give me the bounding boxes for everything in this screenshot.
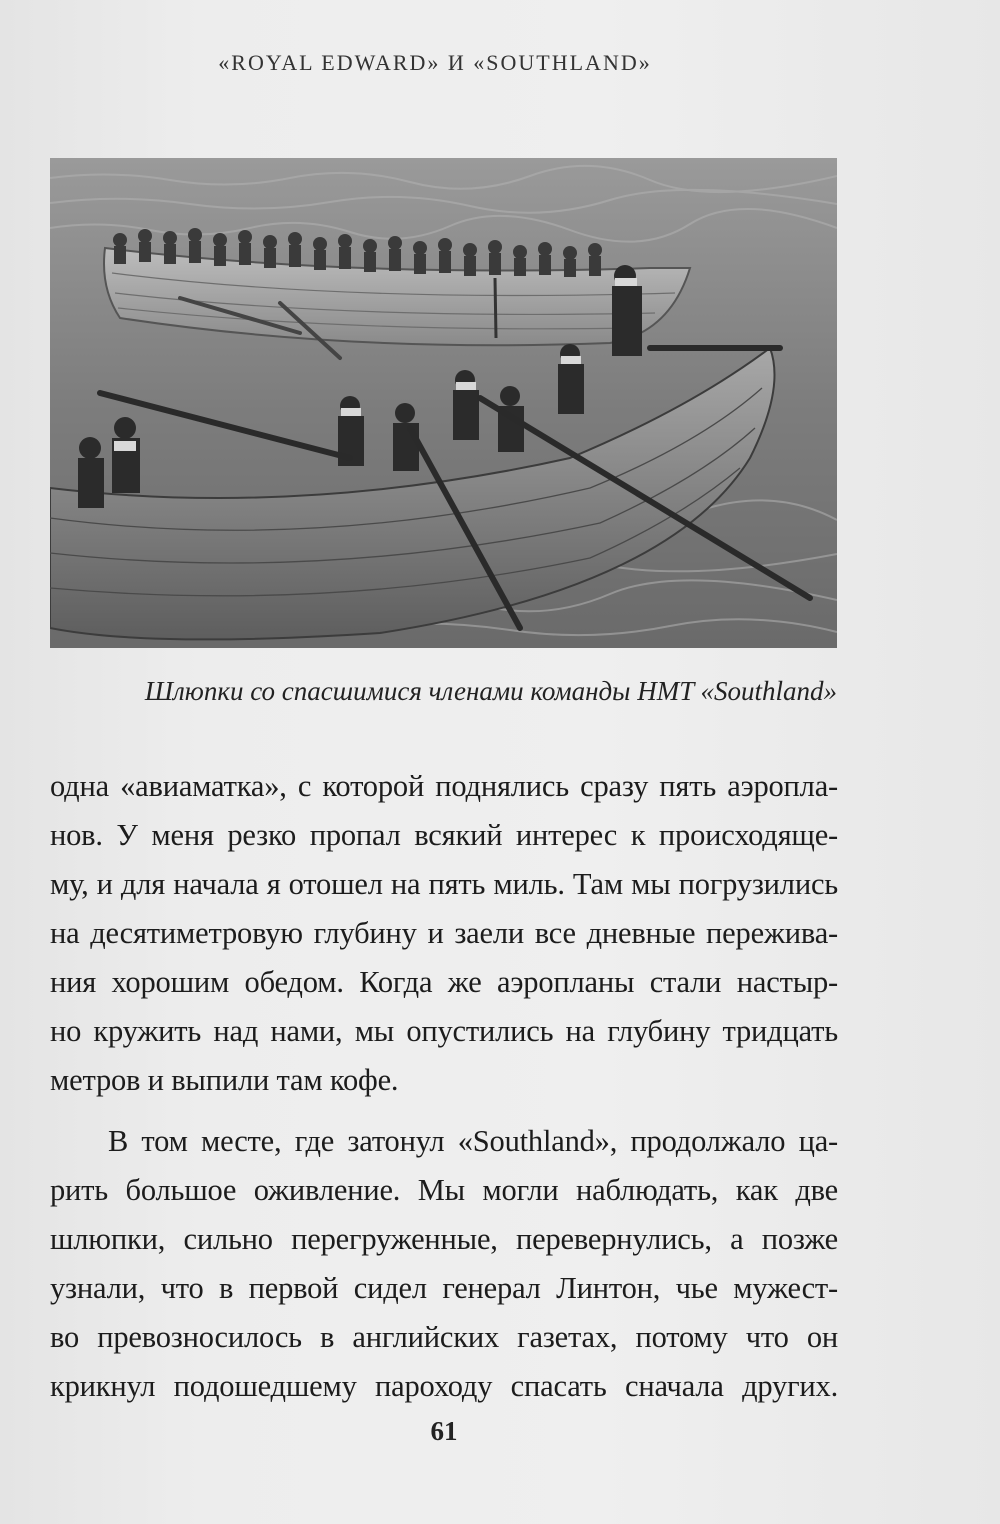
body-text [50, 762, 838, 1411]
figure-caption: Шлюпки со спасшимися членами команды HMT «Southland» [144, 676, 837, 706]
text-line: во превозносилось в английских газетах, потому что он [50, 1320, 838, 1354]
text-line: рить большое оживление. Мы могли наблюдать, как две [50, 1173, 838, 1207]
text-line: нов. У меня резко пропал всякий интерес к происходяще- [50, 818, 838, 852]
photo-lifeboats [50, 158, 837, 648]
text-line: но кружить над нами, мы опустились на глубину тридцать [50, 1014, 838, 1048]
text-line: одна «авиаматка», с которой поднялись сразу пять аэропла- [50, 769, 838, 803]
text-line: му, и для начала я отошел на пять миль. Там мы погрузились [50, 867, 838, 901]
running-head: «ROYAL EDWARD» И «SOUTHLAND» [218, 50, 652, 75]
text-line: узнали, что в первой сидел генерал Линтон, чье мужест- [50, 1271, 838, 1305]
page-number: 61 [430, 1416, 458, 1446]
text-line: на десятиметровую глубину и заели все дневные пережива- [50, 916, 838, 950]
text-line: В том месте, где затонул «Southland», продолжало ца- [108, 1124, 838, 1158]
text-line: ния хорошим обедом. Когда же аэропланы стали настыр- [50, 965, 838, 999]
text-line: крикнул подошедшему пароходу спасать сначала других. [50, 1369, 838, 1403]
paragraph-gap [50, 1105, 838, 1117]
text-line: метров и выпили там кофе. [50, 1063, 399, 1097]
text-line: шлюпки, сильно перегруженные, перевернулись, а позже [50, 1222, 838, 1256]
lifeboats-photo-illustration [50, 158, 837, 648]
